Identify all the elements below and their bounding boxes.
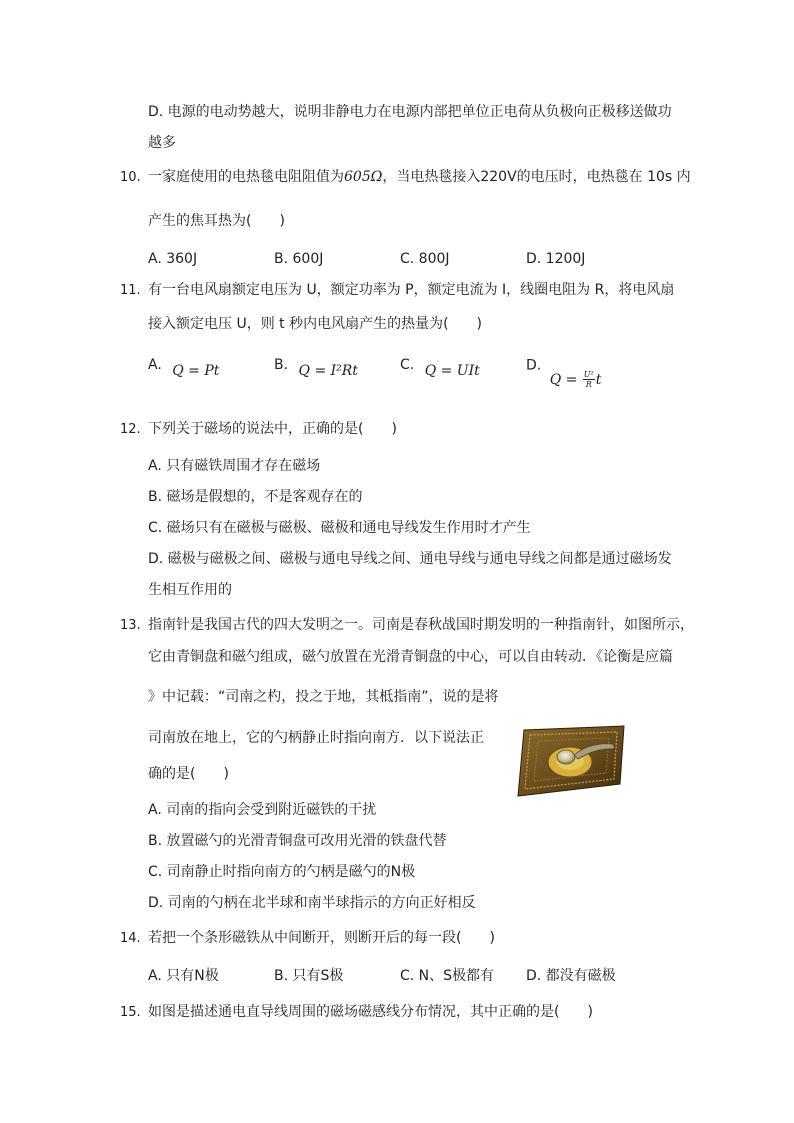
q14-option-a[interactable]: A. 只有N极	[148, 968, 219, 984]
q10-stem-text-line2: 产生的焦耳热为	[148, 213, 246, 229]
q10-voltage: 220V	[480, 169, 517, 185]
q13-stem-line2: 它由青铜盘和磁勺组成，磁勺放置在光滑青铜盘的中心，可以自由转动．《论衡是应篇	[148, 649, 673, 665]
q13-option-b[interactable]: B. 放置磁勺的光滑青铜盘可改用光滑的铁盘代替	[148, 833, 447, 849]
q11-stem-line1: 有一台电风扇额定电压为 U，额定功率为 P，额定电流为 I，线圈电阻为 R，将电风扇	[148, 282, 675, 298]
q12-option-a[interactable]: A. 只有磁铁周围才存在磁场	[148, 458, 321, 474]
q14-option-c[interactable]: C. N、S极都有	[400, 968, 495, 984]
q14-stem	[148, 929, 495, 947]
q10-option-d[interactable]: D. 1200J	[526, 251, 586, 267]
q13-option-c[interactable]: C. 司南静止时指向南方的勺柄是磁勺的N极	[148, 864, 416, 880]
q12-stem-text: 下列关于磁场的说法中，正确的是	[148, 421, 358, 437]
answer-paren: ( )	[358, 421, 397, 437]
q13-stem-line5	[148, 765, 229, 783]
q11-number: 11.	[120, 283, 141, 298]
q12-option-b[interactable]: B. 磁场是假想的，不是客观存在的	[148, 489, 363, 505]
answer-paren: ( )	[456, 930, 495, 946]
q15-stem	[148, 1003, 593, 1021]
q13-option-d[interactable]: D. 司南的勺柄在北半球和南半球指示的方向正好相反	[148, 895, 476, 911]
q13-stem-line1: 指南针是我国古代的四大发明之一。司南是春秋战国时期发明的一种指南针，如图所示，	[148, 617, 694, 633]
q14-number: 14.	[120, 931, 141, 946]
q10-option-a[interactable]: A. 360J	[148, 251, 198, 267]
q10-number: 10.	[120, 170, 141, 185]
q15-stem-text: 如图是描述通电直导线周围的磁场磁感线分布情况，其中正确的是	[148, 1004, 554, 1020]
q11-option-b-formula: Q = I²Rt	[298, 363, 358, 379]
q11-option-a-formula: Q = Pt	[172, 363, 220, 379]
answer-paren: ( )	[554, 1004, 593, 1020]
q11-option-d-label: D.	[526, 357, 542, 374]
answer-paren: ( )	[190, 766, 229, 782]
q10-stem-line2	[148, 212, 285, 230]
q10-stem-line1	[148, 168, 691, 186]
q11-stem-text-line2: 接入额定电压 U，则 t 秒内电风扇产生的热量为	[148, 316, 444, 332]
answer-paren: ( )	[246, 213, 285, 229]
q14-option-b[interactable]: B. 只有S极	[274, 968, 344, 984]
q13-stem-line4: 司南放在地上，它的勺柄静止时指向南方．以下说法正	[148, 730, 484, 746]
q9-option-d-line2: 越多	[148, 135, 176, 151]
q12-option-d[interactable]: D. 磁极与磁极之间、磁极与通电导线之间、通电导线与通电导线之间都是通过磁场发	[148, 551, 672, 567]
q10-stem-text: 一家庭使用的电热毯电阻阻值为	[148, 169, 344, 185]
q12-option-c[interactable]: C. 磁场只有在磁极与磁极、磁极和通电导线发生作用时才产生	[148, 520, 531, 536]
q11-option-d-pre: Q =	[549, 371, 582, 388]
answer-paren: ( )	[443, 316, 483, 332]
q11-stem-line2	[148, 315, 482, 333]
q12-number: 12.	[120, 422, 141, 437]
q10-resistance: 605Ω	[344, 169, 383, 185]
q9-option-d-line1: D. 电源的电动势越大，说明非静电力在电源内部把单位正电荷从负极向正极移送做功	[148, 104, 672, 120]
q11-option-a[interactable]	[148, 356, 220, 379]
q13-number: 13.	[120, 618, 141, 633]
q12-stem	[148, 420, 397, 438]
q12-option-d-line2: 生相互作用的	[148, 582, 232, 598]
q11-option-d[interactable]	[526, 356, 602, 389]
q11-option-d-fraction	[583, 370, 595, 389]
q10-stem-text-c: 的电压时，电热毯在 10s 内	[516, 169, 691, 185]
q10-stem-text-b: ，当电热毯接入	[382, 169, 481, 185]
q15-number: 15.	[120, 1005, 141, 1020]
sinan-compass-image	[516, 724, 628, 798]
q13-stem-line3: 》中记载：“司南之杓，投之于地，其柢指南”，说的是将	[148, 689, 499, 705]
q13-stem-text-line5: 确的是	[148, 766, 190, 782]
q11-option-c[interactable]	[400, 356, 480, 379]
q11-option-b-label: B.	[274, 357, 289, 373]
q11-option-c-formula: Q = UIt	[424, 363, 480, 379]
q11-option-b[interactable]	[274, 356, 358, 379]
q11-option-c-label: C.	[400, 357, 415, 373]
q11-option-d-formula	[550, 372, 602, 388]
q11-option-d-post: t	[595, 371, 602, 388]
q14-stem-text: 若把一个条形磁铁从中间断开，则断开后的每一段	[148, 930, 456, 946]
q14-option-d[interactable]: D. 都没有磁极	[526, 968, 616, 984]
q10-option-b[interactable]: B. 600J	[274, 251, 324, 267]
q11-option-d-denominator: R	[585, 380, 592, 389]
q11-option-a-label: A.	[148, 357, 162, 373]
q13-option-a[interactable]: A. 司南的指向会受到附近磁铁的干扰	[148, 802, 377, 818]
q11-option-d-numerator: U²	[583, 370, 594, 379]
q10-option-c[interactable]: C. 800J	[400, 251, 450, 267]
